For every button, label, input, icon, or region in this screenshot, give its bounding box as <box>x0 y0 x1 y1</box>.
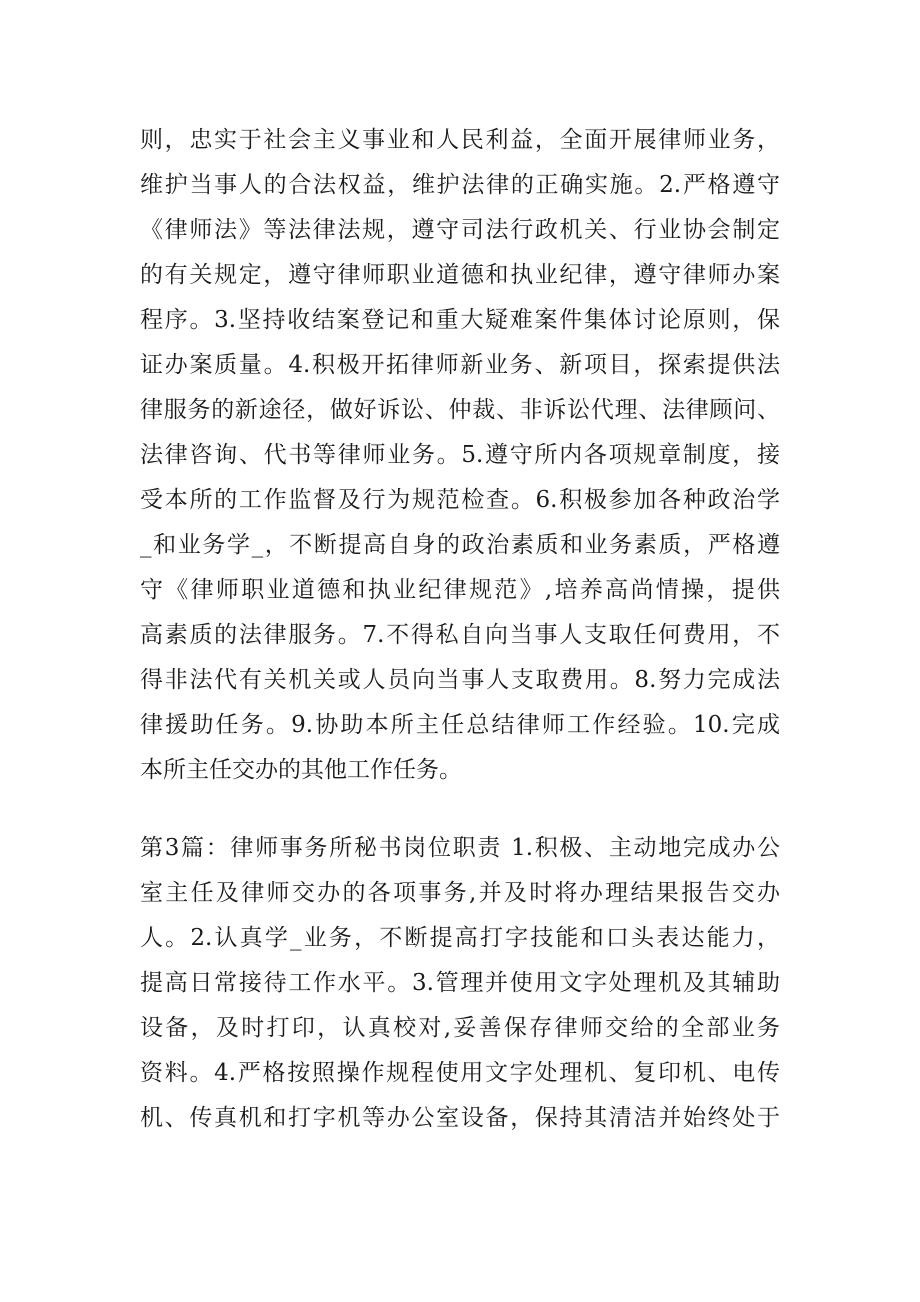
text-line: 高素质的法律服务。7.不得私自向当事人支取任何费用，不 <box>140 622 780 648</box>
duties-paragraph <box>140 118 780 793</box>
text-line: 则，忠实于社会主义事业和人民利益，全面开展律师业务， <box>140 127 780 153</box>
text-line: 第3篇：律师事务所秘书岗位职责 1.积极、主动地完成办公 <box>140 835 780 861</box>
text-line: 守《律师职业道德和执业纪律规范》,培养高尚情操，提供 <box>140 577 780 603</box>
text-line: 资料。4.严格按照操作规程使用文字处理机、复印机、电传 <box>140 1060 780 1086</box>
text-line: 律援助任务。9.协助本所主任总结律师工作经验。10.完成 <box>140 712 780 738</box>
text-line: 设备，及时打印，认真校对,妥善保存律师交给的全部业务 <box>140 1015 780 1041</box>
text-line: 维护当事人的合法权益，维护法律的正确实施。2.严格遵守 <box>140 172 780 198</box>
text-line: 的有关规定，遵守律师职业道德和执业纪律，遵守律师办案 <box>140 262 780 288</box>
text-line: 证办案质量。4.积极开拓律师新业务、新项目，探索提供法 <box>140 352 780 378</box>
text-line: 提高日常接待工作水平。3.管理并使用文字处理机及其辅助 <box>140 970 780 996</box>
text-line: 《律师法》等法律法规，遵守司法行政机关、行业协会制定 <box>140 217 780 243</box>
text-line: 人。2.认真学_业务，不断提高打字技能和口头表达能力， <box>140 925 780 951</box>
text-line: 机、传真机和打字机等办公室设备，保持其清洁并始终处于 <box>140 1105 780 1131</box>
text-line: 法律咨询、代书等律师业务。5.遵守所内各项规章制度，接 <box>140 442 780 468</box>
text-line: 室主任及律师交办的各项事务,并及时将办理结果报告交办 <box>140 880 780 906</box>
text-line: 程序。3.坚持收结案登记和重大疑难案件集体讨论原则，保 <box>140 307 780 333</box>
secretary-duties-paragraph <box>140 826 780 1141</box>
text-line: 受本所的工作监督及行为规范检查。6.积极参加各种政治学 <box>140 487 780 513</box>
text-line: 律服务的新途径，做好诉讼、仲裁、非诉讼代理、法律顾问、 <box>140 397 780 423</box>
text-line: _和业务学_，不断提高自身的政治素质和业务素质，严格遵 <box>140 532 780 558</box>
text-line: 本所主任交办的其他工作任务。 <box>140 757 462 783</box>
text-line: 得非法代有关机关或人员向当事人支取费用。8.努力完成法 <box>140 667 780 693</box>
